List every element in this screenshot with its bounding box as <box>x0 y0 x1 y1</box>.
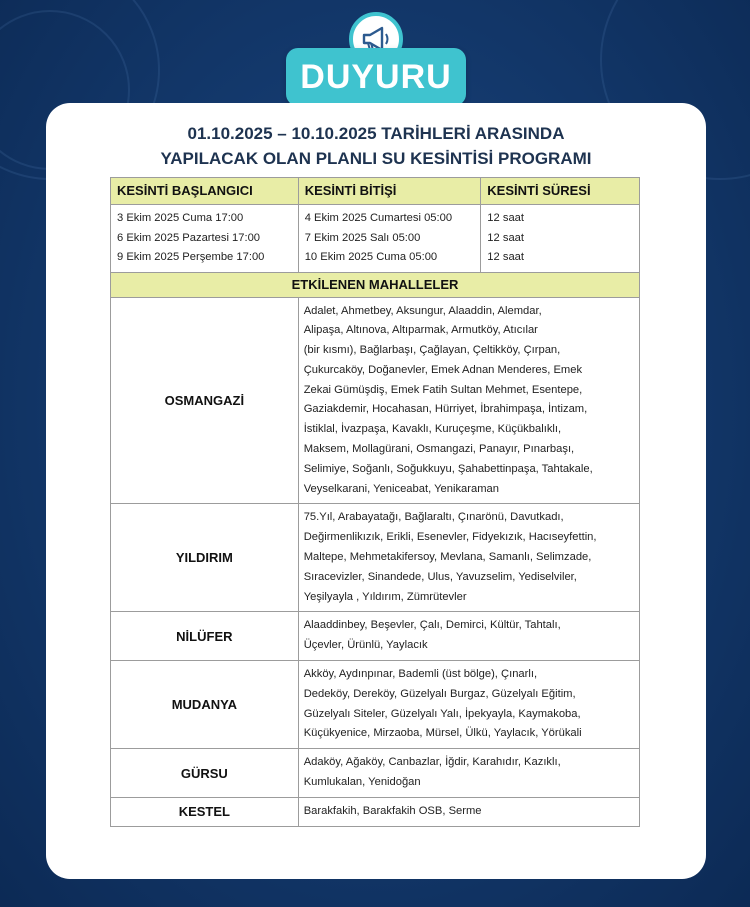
neighborhood-line: Maksem, Mollagürani, Osmangazi, Panayır, Pınarbaşı, <box>303 443 575 456</box>
end-times <box>298 205 481 273</box>
start-time: 6 Ekim 2025 Pazartesi 17:00 <box>117 231 261 244</box>
neighborhood-line: Alipaşa, Altınova, Altıparmak, Armutköy, Atıcılar <box>303 324 538 337</box>
district-name: KESTEL <box>111 797 299 826</box>
header-duration: KESİNTİ SÜRESİ <box>481 178 640 205</box>
start-time: 3 Ekim 2025 Cuma 17:00 <box>117 212 244 224</box>
district-name: GÜRSU <box>111 749 299 798</box>
neighborhood-line: Çukurcaköy, Doğanevler, Emek Adnan Menderes, Emek <box>303 363 583 376</box>
neighborhood-line: Adaköy, Ağaköy, Canbazlar, İğdir, Karahıdır, Kazıklı, <box>303 756 561 769</box>
district-row <box>111 612 640 661</box>
neighborhood-list <box>298 661 639 749</box>
district-name: OSMANGAZİ <box>111 297 299 504</box>
announcement-badge <box>0 6 750 106</box>
neighborhood-line: Üçevler, Ürünlü, Yaylacık <box>303 639 428 652</box>
duration: 12 saat <box>487 212 524 224</box>
neighborhood-line: Değirmenlikızık, Erikli, Esenevler, Fidyekızık, Hacıseyfettin, <box>303 531 597 544</box>
end-time: 4 Ekim 2025 Cumartesi 05:00 <box>304 212 453 224</box>
neighborhood-line: Kumlukalan, Yenidoğan <box>303 776 421 789</box>
neighborhood-line: Sıracevizler, Sinandede, Ulus, Yavuzselim, Yediselviler, <box>303 570 577 583</box>
schedule-body-row <box>111 205 640 273</box>
durations <box>481 205 640 273</box>
neighborhood-line: Barakfakih, Barakfakih OSB, Serme <box>303 804 482 817</box>
start-times <box>111 205 299 273</box>
neighborhood-line: Dedeköy, Dereköy, Güzelyalı Burgaz, Güzelyalı Eğitim, <box>303 687 576 700</box>
district-name: NİLÜFER <box>111 612 299 661</box>
neighborhood-line: İstiklal, İvazpaşa, Kavaklı, Kuruçeşme, Küçükbalıklı, <box>303 423 562 436</box>
announcement-card <box>46 103 706 879</box>
header-end: KESİNTİ BİTİŞİ <box>298 178 481 205</box>
duration: 12 saat <box>487 251 524 263</box>
district-row <box>111 749 640 798</box>
district-name: MUDANYA <box>111 661 299 749</box>
neighborhood-line: Yeşilyayla , Yıldırım, Zümrütevler <box>303 590 467 603</box>
neighborhood-list <box>298 612 639 661</box>
badge-label: DUYURU <box>286 48 466 106</box>
neighborhood-line: Adalet, Ahmetbey, Aksungur, Alaaddin, Alemdar, <box>303 304 542 317</box>
district-name: YILDIRIM <box>111 504 299 612</box>
outage-table <box>110 177 640 827</box>
title-line-1: 01.10.2025 – 10.10.2025 TARİHLERİ ARASINDA <box>187 124 565 143</box>
neighborhood-line: Alaaddinbey, Beşevler, Çalı, Demirci, Kültür, Tahtalı, <box>303 619 561 632</box>
affected-heading: ETKİLENEN MAHALLELER <box>111 272 640 297</box>
neighborhood-line: Zekai Gümüşdiş, Emek Fatih Sultan Mehmet, Esentepe, <box>303 383 583 396</box>
title-line-2: YAPILACAK OLAN PLANLI SU KESİNTİSİ PROGRAMI <box>160 149 592 168</box>
schedule-header-row <box>111 178 640 205</box>
neighborhood-line: Veyselkarani, Yeniceabat, Yenikaraman <box>303 482 499 495</box>
neighborhood-line: 75.Yıl, Arabayatağı, Bağlaraltı, Çınarönü, Davutkadı, <box>303 511 564 524</box>
neighborhood-line: Küçükyenice, Mirzaoba, Mürsel, Ülkü, Yaylacık, Yörükali <box>303 727 582 740</box>
neighborhood-line: Gaziakdemir, Hocahasan, Hürriyet, İbrahimpaşa, İntizam, <box>303 403 588 416</box>
neighborhood-list <box>298 504 639 612</box>
neighborhood-list <box>298 297 639 504</box>
start-time: 9 Ekim 2025 Perşembe 17:00 <box>117 251 265 263</box>
end-time: 10 Ekim 2025 Cuma 05:00 <box>304 251 438 263</box>
neighborhood-line: Güzelyalı Siteler, Güzelyalı Yalı, İpekyayla, Kaymakoba, <box>303 707 581 720</box>
affected-heading-row <box>111 272 640 297</box>
neighborhood-list <box>298 749 639 798</box>
district-row <box>111 797 640 826</box>
page-title <box>46 121 706 171</box>
district-row <box>111 297 640 504</box>
neighborhood-line: Akköy, Aydınpınar, Bademli (üst bölge), Çınarlı, <box>303 668 538 681</box>
district-row <box>111 661 640 749</box>
neighborhood-line: (bir kısmı), Bağlarbaşı, Çağlayan, Çeltikköy, Çırpan, <box>303 344 561 357</box>
neighborhood-line: Maltepe, Mehmetakifersoy, Mevlana, Samanlı, Selimzade, <box>303 551 592 564</box>
neighborhood-line: Selimiye, Soğanlı, Soğukkuyu, Şahabettinpaşa, Tahtakale, <box>303 462 593 475</box>
end-time: 7 Ekim 2025 Salı 05:00 <box>304 231 421 244</box>
district-row <box>111 504 640 612</box>
header-start: KESİNTİ BAŞLANGICI <box>111 178 299 205</box>
neighborhood-list <box>298 797 639 826</box>
duration: 12 saat <box>487 231 524 244</box>
